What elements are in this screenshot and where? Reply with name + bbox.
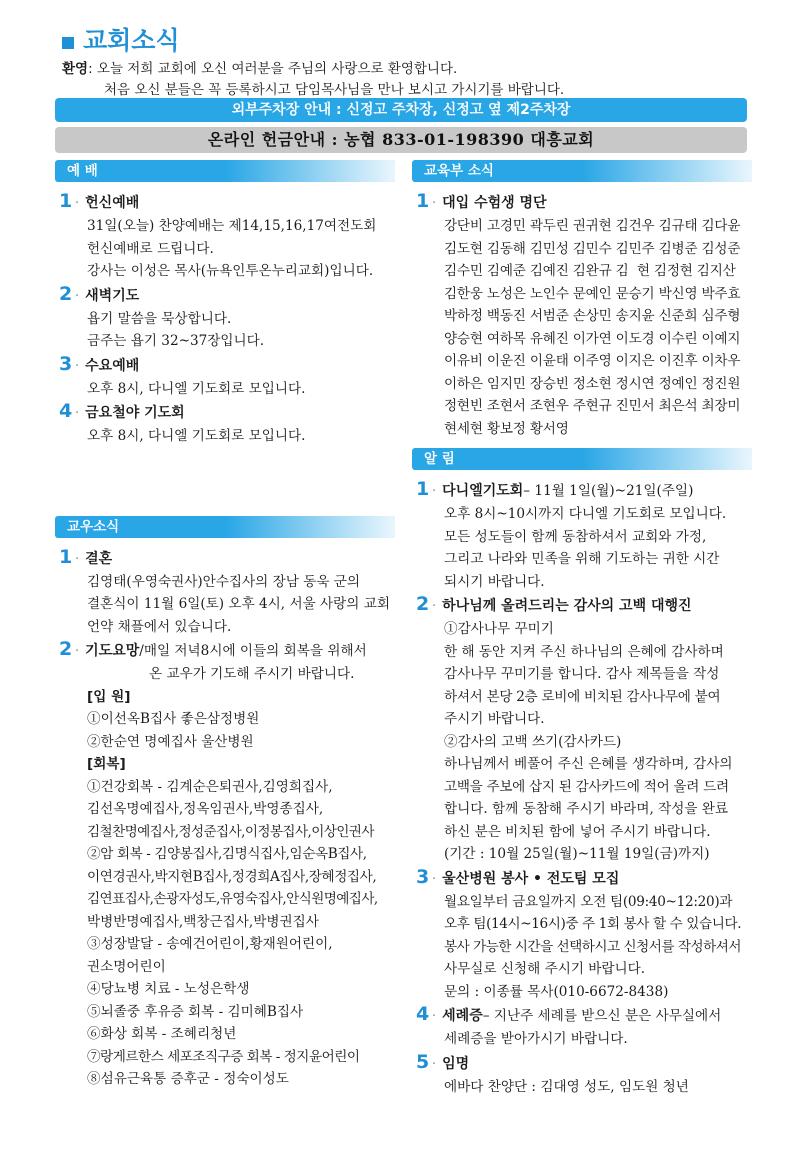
item-title: 금요철야 기도회 xyxy=(85,405,185,421)
worship-item-4 xyxy=(59,400,395,448)
item-title-rest: – 지난주 세례를 받으신 분은 사무실에서 xyxy=(482,1008,722,1024)
item-title: 세례증 xyxy=(442,1008,483,1024)
item-line: 봉사 가능한 시간을 선택하시고 신청서를 작성하셔서 xyxy=(444,938,741,955)
worship-section-header xyxy=(55,160,395,182)
item-number: 3 xyxy=(416,865,430,888)
education-item-1 xyxy=(416,190,752,440)
education-section-header xyxy=(412,160,752,182)
dot-separator-icon: · xyxy=(75,551,80,567)
page-title xyxy=(62,24,752,58)
names-line: 현세현 황보정 황서영 xyxy=(444,420,569,437)
names-line: 박하정 백동진 서범준 손상민 송지윤 신준희 심주형 xyxy=(444,308,741,324)
dot-separator-icon: · xyxy=(75,358,80,374)
item-title: 대입 수험생 명단 xyxy=(442,195,547,211)
notices-section-header xyxy=(412,448,752,470)
worship-item-3 xyxy=(59,353,395,401)
worship-header-text: 예 배 xyxy=(67,163,98,179)
item-line: 월요일부터 금요일까지 오전 팀(09:40~12:20)과 xyxy=(444,893,733,910)
left-column xyxy=(55,160,395,1091)
members-section-header xyxy=(55,516,395,538)
item-line: 합니다. 함께 동참해 주시기 바라며, 작성을 완료 xyxy=(444,801,729,817)
names-line: 정현빈 조현서 조현우 주현규 진민서 최은석 최장미 xyxy=(444,398,741,414)
members-item-1 xyxy=(59,546,395,639)
members-item-2 xyxy=(59,638,395,1091)
item-line: ①감사나무 꾸미기 xyxy=(444,621,554,637)
item-title: 기도요망 xyxy=(85,643,140,659)
welcome-text xyxy=(62,60,752,79)
item-line: 헌신예배로 드립니다. xyxy=(87,240,214,257)
notice-item-4 xyxy=(416,1003,752,1051)
item-number: 2 xyxy=(59,282,73,305)
item-line: 주시기 바랍니다. xyxy=(444,711,545,727)
item-line: 결혼식이 11월 6일(토) 오후 4시, 서울 사랑의 교회 xyxy=(87,596,391,612)
dot-separator-icon: · xyxy=(75,406,80,421)
parking-banner: 외부주차장 안내 : 신정고 주차장, 신정고 옆 제2주차장 xyxy=(55,98,747,122)
item-line: 그리고 나라와 민족을 위해 기도하는 귀한 시간 xyxy=(444,551,720,567)
names-line: 강단비 고경민 곽두린 권귀현 김건우 김규태 김다윤 xyxy=(444,218,741,234)
item-number: 2 xyxy=(416,593,430,615)
worship-item-2 xyxy=(59,283,395,353)
item-line: (기간 : 10월 25일(월)~11월 19일(금)까지) xyxy=(444,846,710,862)
dot-separator-icon: · xyxy=(75,196,80,211)
item-title: 결혼 xyxy=(85,550,113,567)
item-line: 문의 : 이종률 목사(010-6672-8438) xyxy=(444,983,669,1000)
notice-item-5 xyxy=(416,1051,752,1099)
education-header-text: 교육부 소식 xyxy=(424,163,494,179)
recovery-line: 권소명어린이 xyxy=(87,958,166,975)
names-line: 이하은 임지민 장승빈 정소현 정시연 정예인 정진원 xyxy=(444,375,741,392)
item-line: 오후 8시, 다니엘 기도회로 모입니다. xyxy=(87,380,306,397)
names-line: 김한웅 노성은 노인수 문예인 문승기 박신영 박주효 xyxy=(444,285,741,302)
item-line: 금주는 욥기 32~37장입니다. xyxy=(87,333,265,349)
recovery-line: ①건강회복 - 김계순은퇴권사,김영희집사, xyxy=(87,778,333,795)
recovery-line: ⑧섬유근육통 증후군 - 정숙이성도 xyxy=(87,1071,289,1087)
item-title: 울산병원 봉사 • 전도팀 모집 xyxy=(442,870,620,887)
item-number: 1 xyxy=(59,190,73,212)
item-line: 고백을 주보에 삽지 된 감사카드에 적어 올려 드려 xyxy=(444,778,729,795)
notice-item-2 xyxy=(416,593,752,866)
item-line: ②감사의 고백 쓰기(감사카드) xyxy=(444,733,622,750)
item-number: 2 xyxy=(59,638,73,660)
item-number: 1 xyxy=(59,545,73,568)
worship-item-1 xyxy=(59,190,395,283)
recovery-line: 이연경권사,박지현B집사,정경희A집사,장혜정집사, xyxy=(87,868,377,885)
page-header xyxy=(62,24,752,100)
item-line: 온 교우가 기도해 주시기 바랍니다. xyxy=(149,666,355,682)
recovery-line: 김선옥명예집사,정옥임권사,박영종집사, xyxy=(87,801,324,817)
item-number: 1 xyxy=(416,190,430,212)
notice-item-1 xyxy=(416,478,752,593)
item-title: 헌신예배 xyxy=(85,195,140,211)
item-line: 하신 분은 비치된 함에 넣어 주시기 바랍니다. xyxy=(444,823,711,840)
recovery-line: ⑦랑게르한스 세포조직구증 회복 - 정지윤어린이 xyxy=(87,1048,360,1065)
item-line: 욥기 말씀을 묵상합니다. xyxy=(87,310,232,327)
item-line: 오후 팀(14시~16시)중 주 1회 봉사 할 수 있습니다. xyxy=(444,916,742,932)
item-title-rest: – 11월 1일(월)~21일(주일) xyxy=(523,483,694,499)
names-line: 이유비 이운진 이윤태 이주영 이지은 이진후 이차우 xyxy=(444,353,741,369)
item-title: 다니엘기도회 xyxy=(442,483,524,499)
item-line: 강사는 이성은 목사(뉴욕인투온누리교회)입니다. xyxy=(87,263,374,279)
admit-line: ①이선옥B집사 좋은삼정병원 xyxy=(87,711,260,727)
recovery-label: [회복] xyxy=(87,756,126,772)
square-bullet-icon xyxy=(62,37,74,49)
recovery-line: 김철찬명예집사,정성준집사,이정봉집사,이상인권사 xyxy=(87,823,374,840)
item-line: 감사나무 꾸미기를 합니다. 감사 제목들을 작성 xyxy=(444,666,720,682)
item-number: 4 xyxy=(59,400,73,422)
item-title: 새벽기도 xyxy=(85,287,140,304)
welcome-line-1: : 오늘 저희 교회에 오신 여러분을 주님의 사랑으로 환영합니다. xyxy=(88,61,458,77)
names-line: 김수민 김예준 김예진 김완규 김 현 김정현 김지산 xyxy=(444,263,736,279)
dot-separator-icon: · xyxy=(432,1009,437,1024)
notices-header-text: 알 림 xyxy=(424,451,455,467)
item-title: 임명 xyxy=(442,1055,470,1072)
offering-banner: 온라인 헌금안내 : 농협 833-01-198390 대흥교회 xyxy=(55,127,747,153)
members-header-text: 교우소식 xyxy=(67,518,120,535)
item-line: 하나님께서 베풀어 주신 은혜를 생각하며, 감사의 xyxy=(444,756,733,772)
item-line: 언약 채플에서 있습니다. xyxy=(87,618,232,635)
item-number: 3 xyxy=(59,352,73,375)
item-number: 1 xyxy=(416,478,430,500)
item-line: 에바다 찬양단 : 김대영 성도, 임도원 청년 xyxy=(444,1078,689,1095)
recovery-line: 김연표집사,손광자성도,유영숙집사,안식원명예집사, xyxy=(87,891,378,907)
recovery-line: ③성장발달 - 송예건어린이,황재원어린이, xyxy=(87,936,333,952)
right-column xyxy=(412,160,752,1098)
item-line: 31일(오늘) 찬양예배는 제14,15,16,17여전도회 xyxy=(87,218,377,234)
item-line: 오후 8시, 다니엘 기도회로 모입니다. xyxy=(87,428,306,444)
item-line: 모든 성도들이 함께 동참하셔서 교회와 가정, xyxy=(444,528,707,545)
recovery-line: 박병반명예집사,백창근집사,박병권집사 xyxy=(87,913,319,930)
welcome-line-2: 처음 오신 분들은 꼭 등록하시고 담임목사님을 만나 보시고 가시기를 바랍니다. xyxy=(104,82,565,98)
item-number: 4 xyxy=(416,1003,430,1025)
item-line: 오후 8시~10시까지 다니엘 기도회로 모입니다. xyxy=(444,506,727,522)
names-line: 양승현 여하목 유혜진 이가연 이도경 이수린 이예지 xyxy=(444,330,741,347)
recovery-line: ⑥화상 회복 - 조혜리청년 xyxy=(87,1026,237,1042)
recovery-line: ②암 회복 - 김양봉집사,김명식집사,임순옥B집사, xyxy=(87,846,367,862)
recovery-line: ⑤뇌졸중 후유증 회복 - 김미혜B집사 xyxy=(87,1003,304,1020)
admit-label: [입 원] xyxy=(87,688,131,705)
item-title: 하나님께 올려드리는 감사의 고백 대행진 xyxy=(442,598,692,614)
item-line: 되시기 바랍니다. xyxy=(444,573,545,590)
item-line: 하셔서 본당 2층 로비에 비치된 감사나무에 붙여 xyxy=(444,688,721,705)
dot-separator-icon: · xyxy=(432,196,437,211)
dot-separator-icon: · xyxy=(432,484,437,499)
item-number: 5 xyxy=(416,1050,430,1073)
dot-separator-icon: · xyxy=(432,1056,437,1072)
dot-separator-icon: · xyxy=(75,644,80,659)
admit-line: ②한순연 명예집사 울산병원 xyxy=(87,733,254,750)
item-title: 수요예배 xyxy=(85,357,140,374)
item-line: 세례증을 받아가시기 바랍니다. xyxy=(444,1031,628,1047)
recovery-line: ④당뇨병 치료 - 노성은학생 xyxy=(87,981,250,997)
page-title-text: 교회소식 xyxy=(83,26,180,55)
notice-item-3 xyxy=(416,866,752,1004)
item-line: 한 해 동안 지켜 주신 하나님의 은혜에 감사하며 xyxy=(444,643,724,660)
welcome-label: 환영 xyxy=(62,61,89,77)
dot-separator-icon: · xyxy=(432,871,437,887)
names-line: 김도현 김동해 김민성 김민수 김민주 김병준 김성준 xyxy=(444,240,741,257)
student-names xyxy=(416,215,752,440)
item-line: 김영태(우영숙권사)안수집사의 장남 동욱 군의 xyxy=(87,573,361,590)
item-line: 사무실로 신청해 주시기 바랍니다. xyxy=(444,961,646,977)
dot-separator-icon: · xyxy=(75,288,80,304)
dot-separator-icon: · xyxy=(432,599,437,614)
item-title-rest: /매일 저녁8시에 이들의 회복을 위해서 xyxy=(139,643,367,659)
